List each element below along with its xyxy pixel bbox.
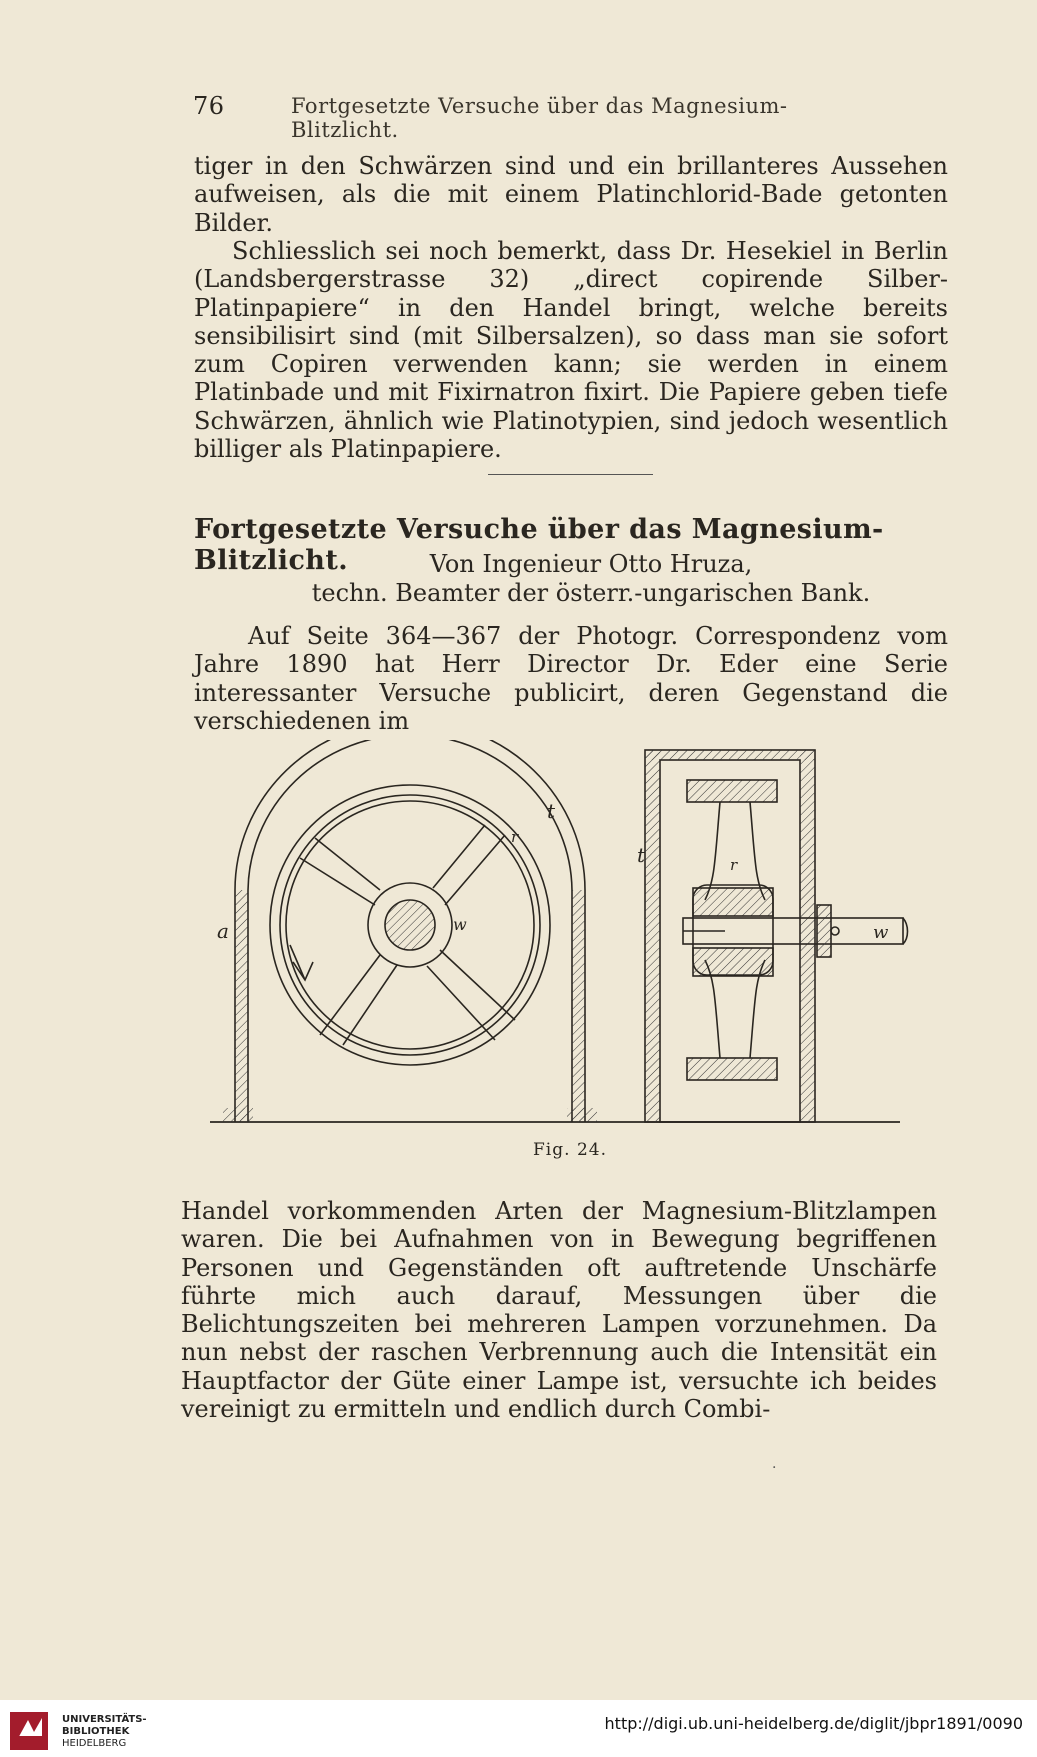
label-t-left: t (547, 799, 556, 823)
source-url-link[interactable]: http://digi.ub.uni-heidelberg.de/diglit/jbpr1891/0090 (604, 1714, 1023, 1733)
label-w-right: w (873, 922, 889, 943)
paragraph-2: Schliesslich sei noch bemerkt, dass Dr. Hesekiel in Berlin (Landsbergerstrasse 32) „direct copirende Silber-Platinpapiere“ in den Handel bringt, welche bereits sensibilisirt sind (mit Silbersalzen), so dass man sie sofort zum Copiren verwenden kann; sie werden in einem Platinbade und mit Fixirnatron fixirt. Die Papiere geben tiefe Schwärzen, ähnlich wie Platinotypien, sind jedoch wesentlich billiger als Platinpapiere. (194, 237, 948, 464)
stray-mark: · (772, 1460, 777, 1476)
author-line: Von Ingenieur Otto Hruza, (429, 550, 753, 578)
figure-24-drawing (205, 740, 940, 1132)
label-t-right: t (637, 843, 646, 867)
label-w-left: w (453, 915, 467, 934)
library-line-3: HEIDELBERG (62, 1738, 127, 1749)
label-a: a (217, 919, 229, 943)
label-r-left: r (511, 828, 519, 846)
paragraph-3: Auf Seite 364—367 der Photogr. Correspondenz vom Jahre 1890 hat Herr Director Dr. Eder eine Serie interessanter Versuche publicirt, deren Gegenstand die verschiedenen im (194, 622, 948, 735)
affiliation-line: techn. Beamter der österr.-ungarischen Bank. (311, 579, 871, 607)
library-logo-icon (8, 1710, 50, 1752)
wheel-front-view (210, 740, 908, 1122)
page-number: 76 (193, 92, 225, 120)
paragraph-4: Handel vorkommenden Arten der Magnesium-Blitzlampen waren. Die bei Aufnahmen von in Bewegung begriffenen Personen und Gegenständen oft auftretende Unschärfe führte mich auch darauf, Messungen über die Belichtungszeiten bei mehreren Lampen vorzunehmen. Da nun nebst der raschen Verbrennung auch die Intensität ein Hauptfactor der Güte einer Lampe ist, versuchte ich beides vereinigt zu ermitteln und endlich durch Combi- (181, 1197, 937, 1424)
library-line-2: BIBLIOTHEK (62, 1726, 130, 1737)
library-line-1: UNIVERSITÄTS- (62, 1714, 147, 1725)
running-title: Fortgesetzte Versuche über das Magnesium-Blitzlicht. (291, 94, 788, 142)
paragraph-1: tiger in den Schwärzen sind und ein brillanteres Aussehen aufweisen, als die mit einem Platinchlorid-Bade getonten Bilder. (194, 152, 948, 237)
article-title: Fortgesetzte Versuche über das Magnesium-Blitzlicht. (194, 514, 884, 576)
digitization-footer (0, 1700, 1037, 1757)
library-name (62, 1714, 147, 1750)
figure-caption: Fig. 24. (533, 1140, 607, 1160)
label-r-right: r (730, 856, 738, 874)
section-divider (488, 474, 653, 475)
